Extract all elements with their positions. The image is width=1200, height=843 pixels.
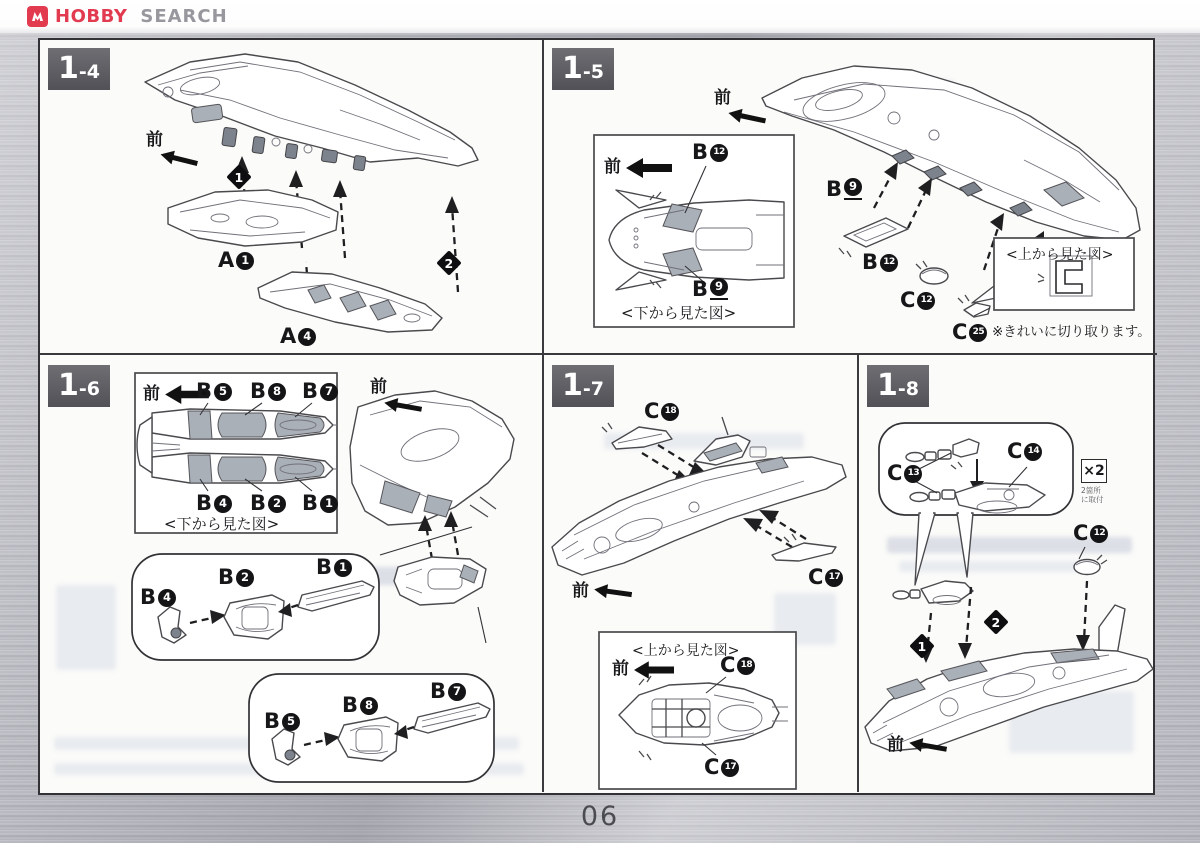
inset-part-label-b8: B 8 [250, 381, 286, 402]
inset-front-indicator: 前 [612, 661, 674, 679]
step-label-1-7: 1 -7 [552, 365, 614, 407]
inset-part-label-b4: B 4 [196, 493, 232, 514]
step-label-1-5: 1 -5 [552, 48, 614, 90]
ship-side-view [865, 605, 1153, 751]
assembly-order-marker-2: 2 [436, 250, 461, 275]
page-number: 06 [580, 801, 620, 832]
front-arrow-icon [634, 661, 674, 679]
part-label-c18: C 18 [644, 401, 679, 422]
assembled-turret-part [893, 581, 973, 605]
view-from-below-caption: <下から見た図> [164, 515, 280, 533]
inset-front-indicator: 前 [604, 158, 672, 178]
part-c18-shape [602, 423, 672, 449]
ship-hull-underside [762, 66, 1140, 240]
front-arrow-icon [593, 581, 633, 602]
part-c12-dome [1074, 547, 1107, 575]
front-direction-indicator: 前 [370, 379, 422, 414]
quantity-x2-badge: ×2 [1081, 459, 1107, 483]
inset-part-label-b2: B 2 [250, 493, 286, 514]
site-header [0, 0, 1200, 33]
front-arrow-icon [383, 395, 423, 417]
bubble1-part-label-b2: B 2 [218, 567, 254, 588]
front-arrow-icon [908, 735, 948, 757]
part-label-b9: B 9 [826, 178, 862, 200]
part-label-c12: C 12 [900, 290, 935, 311]
step-1-8-illustration [859, 355, 1157, 792]
step-panel-1-5 [542, 40, 1157, 353]
view-from-below-caption: <下から見た図> [621, 304, 737, 322]
front-direction-indicator: 前 [572, 583, 632, 601]
part-label-b12: B 12 [862, 252, 898, 273]
front-direction-indicator: 前 [887, 737, 947, 755]
part-label-a1: A 1 [218, 250, 254, 271]
part-a4-shape [258, 272, 442, 332]
bubble2-part-label-b5: B 5 [264, 711, 300, 732]
assembly-order-marker-1: 1 [226, 164, 251, 189]
assembly-order-marker-1: 1 [909, 633, 934, 658]
step-number: 1 [58, 51, 79, 86]
step-label-1-6: 1 -6 [48, 365, 110, 407]
assembly-order-marker-2: 2 [983, 609, 1008, 634]
front-direction-indicator: 前 [714, 90, 766, 125]
step-1-4-illustration [40, 40, 540, 351]
part-label-c13: C 13 [887, 463, 922, 484]
brand-search: SEARCH [140, 6, 228, 27]
part-label-c25: C 25 [952, 322, 987, 343]
hobby-search-logo[interactable] [27, 6, 228, 27]
view-from-above-caption: <上から見た図> [632, 643, 740, 659]
bubble2-part-label-b8: B 8 [342, 695, 378, 716]
part-label-c17: C 17 [808, 567, 843, 588]
bubble1-part-label-b4: B 4 [140, 587, 176, 608]
step-panel-1-4 [40, 40, 542, 353]
inset-part-label-b5: B 5 [196, 381, 232, 402]
step-label-1-4 [48, 48, 110, 90]
step-panel-1-8 [857, 353, 1157, 792]
part-c12-dome [916, 261, 948, 284]
attach-two-places-note: 2箇所 に取付 [1081, 486, 1104, 505]
dashed-assembly-arrows [418, 511, 458, 559]
part-a1-shape [168, 190, 338, 246]
bubble1-part-label-b1: B 1 [316, 557, 352, 578]
step-panel-1-7 [542, 353, 857, 792]
part-label-c12: C 12 [1073, 523, 1108, 544]
part-label-a4: A 4 [280, 326, 316, 347]
instruction-sheet [38, 38, 1155, 795]
front-direction-indicator [146, 132, 198, 167]
view-from-above-caption: <上から見た図> [1006, 247, 1114, 263]
inset-part-label-b9: B 9 [692, 278, 728, 300]
hobby-search-logo-icon [27, 6, 48, 27]
inset-part-label-b7: B 7 [302, 381, 338, 402]
inset-part-label-c18: C 18 [720, 655, 755, 676]
part-label-c14: C 14 [1007, 441, 1042, 462]
engine-cover-part [394, 557, 486, 605]
bubble2-part-label-b7: B 7 [430, 681, 466, 702]
step-label-1-8: 1 -8 [867, 365, 929, 407]
inset-part-label-b1: B 1 [302, 493, 338, 514]
step-subnumber: -4 [78, 61, 100, 83]
brand-hobby: HOBBY [55, 6, 128, 27]
step-panel-1-6 [40, 353, 542, 792]
inset-front-indicator: 前 [143, 385, 209, 404]
front-arrow-icon [626, 158, 672, 178]
inset-part-label-b12: B 12 [692, 142, 728, 163]
inset-part-label-c17: C 17 [704, 757, 739, 778]
front-label: 前 [146, 130, 163, 150]
cut-cleanly-note: ※きれいに切り取ります。 [992, 324, 1151, 340]
